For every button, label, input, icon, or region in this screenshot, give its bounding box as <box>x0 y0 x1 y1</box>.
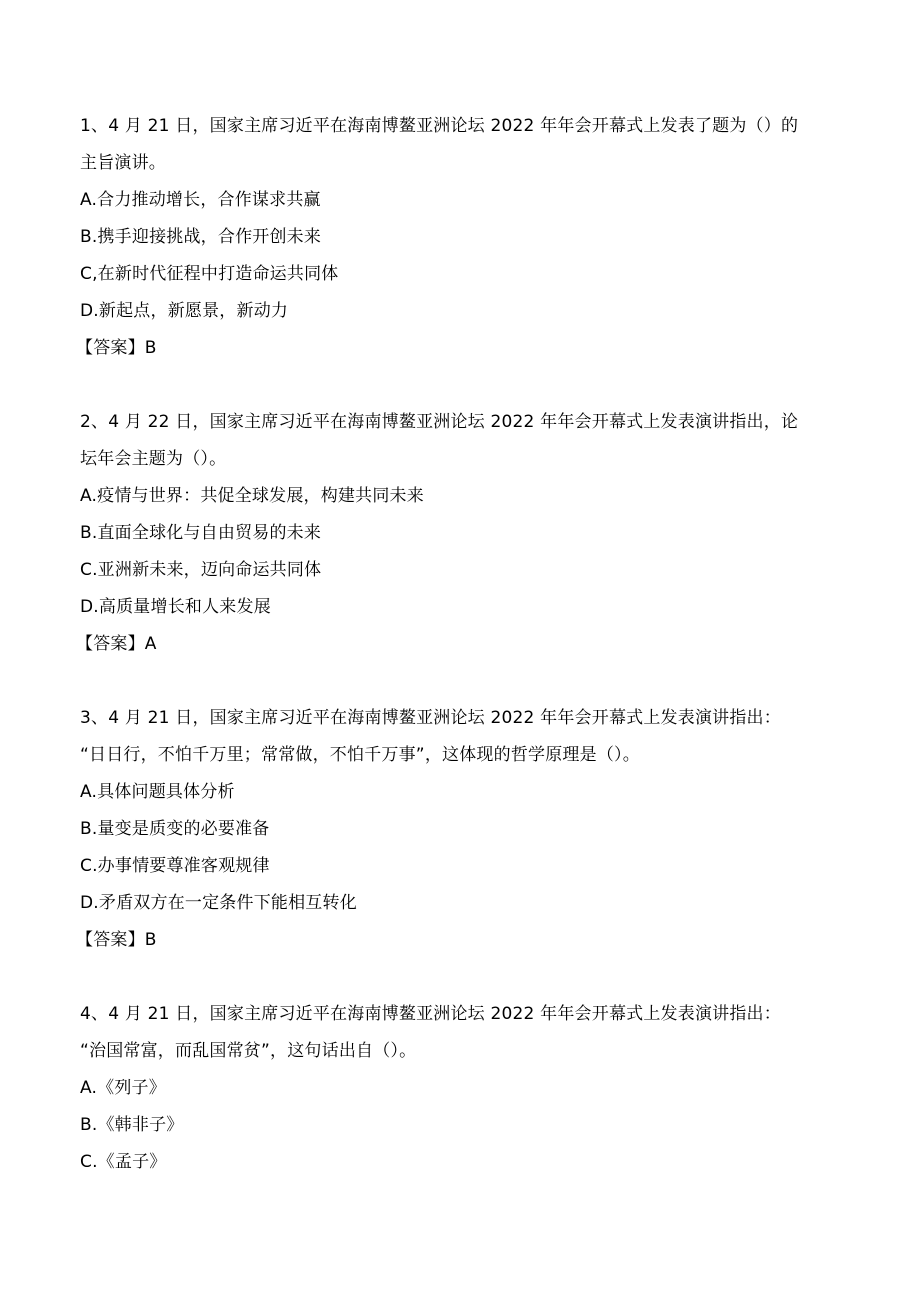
option-c: C.亚洲新未来，迈向命运共同体 <box>80 560 322 580</box>
answer-line: 【答案】B <box>76 930 157 950</box>
option-c: C.《孟子》 <box>80 1152 167 1172</box>
option-d: D.矛盾双方在一定条件下能相互转化 <box>80 893 357 913</box>
option-d: D.新起点，新愿景，新动力 <box>80 301 289 321</box>
question-stem-line: 2、4 月 22 日，国家主席习近平在海南博鳌亚洲论坛 2022 年年会开幕式上发表演讲指出，论 <box>80 412 799 432</box>
answer-line: 【答案】B <box>76 338 157 358</box>
option-a: A.合力推动增长，合作谋求共赢 <box>80 190 321 210</box>
question-stem-line: “日日行，不怕千万里；常常做，不怕千万事”，这体现的哲学原理是（）。 <box>80 745 640 765</box>
option-c: C.办事情要尊准客观规律 <box>80 856 270 876</box>
option-a: A.具体问题具体分析 <box>80 782 235 802</box>
option-b: B.直面全球化与自由贸易的未来 <box>80 523 322 543</box>
question-stem-line: “治国常富，而乱国常贫”，这句话出自（）。 <box>80 1041 417 1061</box>
question-3 <box>76 700 840 959</box>
question-stem-line: 3、4 月 21 日，国家主席习近平在海南博鳌亚洲论坛 2022 年年会开幕式上发表演讲指出： <box>80 708 781 728</box>
question-stem-line: 坛年会主题为（）。 <box>80 449 227 469</box>
option-a: A.《列子》 <box>80 1078 166 1098</box>
option-c: C,在新时代征程中打造命运共同体 <box>80 264 339 284</box>
question-stem-line: 主旨演讲。 <box>80 153 166 173</box>
question-2 <box>76 404 840 663</box>
option-b: B.量变是质变的必要准备 <box>80 819 270 839</box>
option-d: D.高质量增长和人来发展 <box>80 597 271 617</box>
question-stem-line: 1、4 月 21 日，国家主席习近平在海南博鳌亚洲论坛 2022 年年会开幕式上发表了题为（）的 <box>80 116 799 136</box>
question-stem-line: 4、4 月 21 日，国家主席习近平在海南博鳌亚洲论坛 2022 年年会开幕式上发表演讲指出： <box>80 1004 781 1024</box>
question-4 <box>80 996 840 1181</box>
option-b: B.《韩非子》 <box>80 1115 184 1135</box>
question-1 <box>76 108 840 367</box>
answer-line: 【答案】A <box>76 634 157 654</box>
option-a: A.疫情与世界：共促全球发展，构建共同未来 <box>80 486 424 506</box>
option-b: B.携手迎接挑战，合作开创未来 <box>80 227 322 247</box>
